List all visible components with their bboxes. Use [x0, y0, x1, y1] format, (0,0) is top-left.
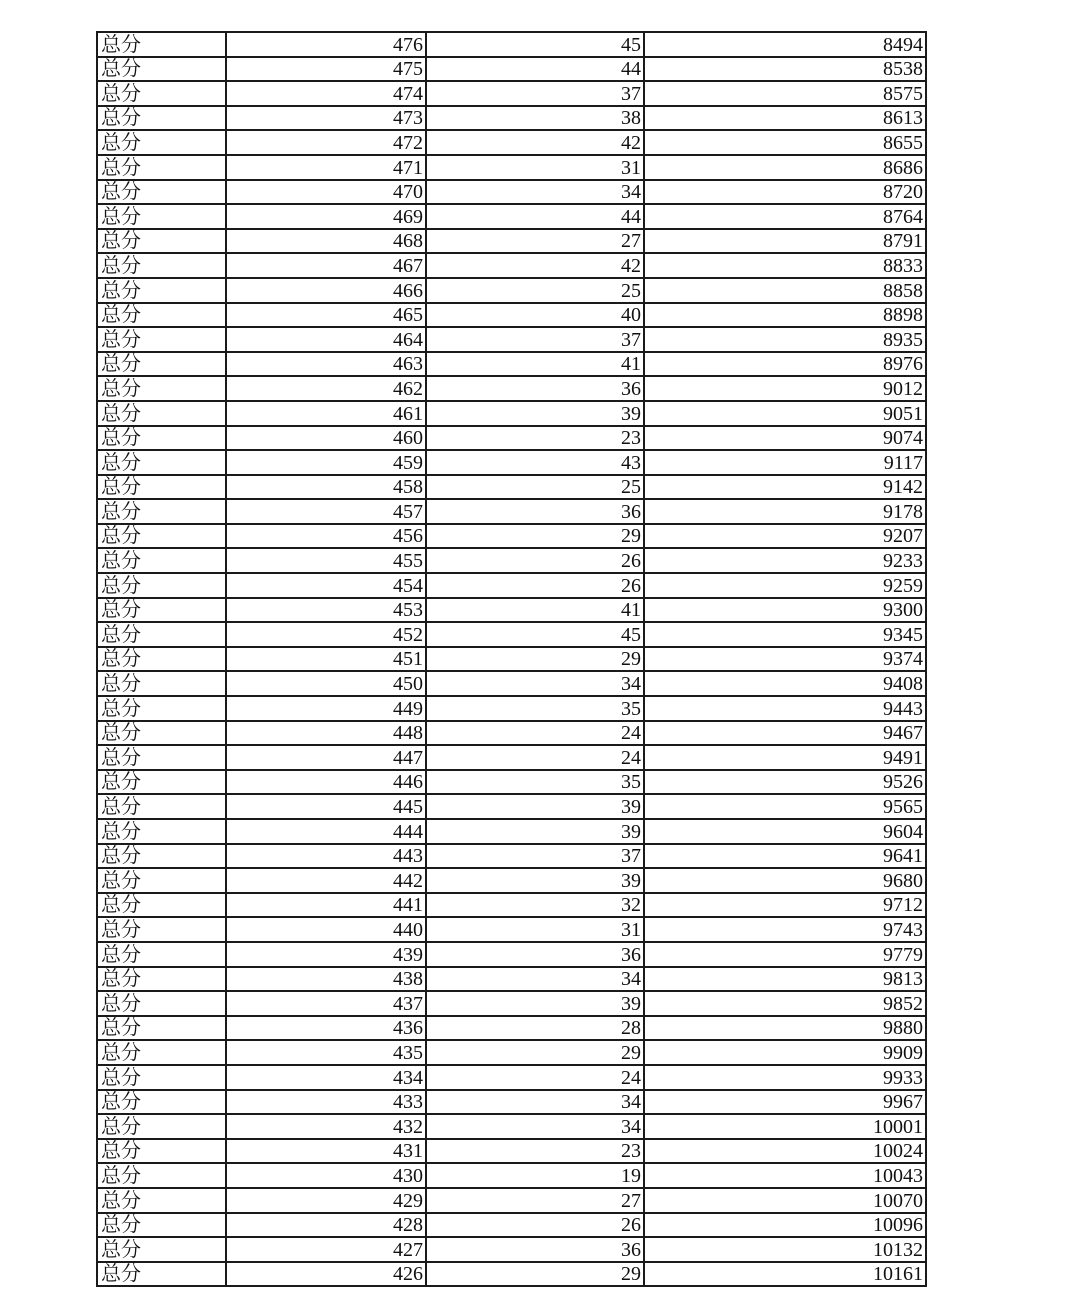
- score-cell: 432: [227, 1115, 427, 1138]
- table-row: [98, 697, 927, 722]
- count-cell: 29: [427, 525, 645, 548]
- category-cell: 总分: [98, 894, 227, 917]
- cumulative-count-cell: 8613: [645, 107, 927, 130]
- score-cell: 426: [227, 1263, 427, 1286]
- category-cell: 总分: [98, 476, 227, 499]
- table-row: [98, 525, 927, 550]
- count-cell: 44: [427, 205, 645, 228]
- category-cell: 总分: [98, 131, 227, 154]
- category-cell: 总分: [98, 648, 227, 671]
- score-cell: 427: [227, 1238, 427, 1261]
- category-cell: 总分: [98, 451, 227, 474]
- score-cell: 473: [227, 107, 427, 130]
- category-cell: 总分: [98, 746, 227, 769]
- category-cell: 总分: [98, 1214, 227, 1237]
- table-row: [98, 968, 927, 993]
- count-cell: 24: [427, 746, 645, 769]
- cumulative-count-cell: 10132: [645, 1238, 927, 1261]
- table-row: [98, 722, 927, 747]
- score-cell: 459: [227, 451, 427, 474]
- cumulative-count-cell: 9779: [645, 943, 927, 966]
- category-cell: 总分: [98, 304, 227, 327]
- category-cell: 总分: [98, 328, 227, 351]
- count-cell: 29: [427, 1263, 645, 1286]
- table-row: [98, 1238, 927, 1263]
- table-row: [98, 476, 927, 501]
- score-cell: 447: [227, 746, 427, 769]
- count-cell: 34: [427, 1091, 645, 1114]
- cumulative-count-cell: 9526: [645, 771, 927, 794]
- table-row: [98, 205, 927, 230]
- score-cell: 462: [227, 377, 427, 400]
- cumulative-count-cell: 9443: [645, 697, 927, 720]
- count-cell: 34: [427, 181, 645, 204]
- cumulative-count-cell: 8575: [645, 82, 927, 105]
- score-cell: 474: [227, 82, 427, 105]
- cumulative-count-cell: 8935: [645, 328, 927, 351]
- table-row: [98, 918, 927, 943]
- score-cell: 434: [227, 1066, 427, 1089]
- count-cell: 35: [427, 697, 645, 720]
- table-row: [98, 1017, 927, 1042]
- score-cell: 444: [227, 820, 427, 843]
- count-cell: 23: [427, 427, 645, 450]
- cumulative-count-cell: 10161: [645, 1263, 927, 1286]
- count-cell: 32: [427, 894, 645, 917]
- cumulative-count-cell: 8538: [645, 58, 927, 81]
- cumulative-count-cell: 9967: [645, 1091, 927, 1114]
- count-cell: 36: [427, 1238, 645, 1261]
- count-cell: 26: [427, 574, 645, 597]
- cumulative-count-cell: 9909: [645, 1041, 927, 1064]
- table-row: [98, 1140, 927, 1165]
- table-row: [98, 328, 927, 353]
- table-row: [98, 648, 927, 673]
- table-row: [98, 353, 927, 378]
- table-row: [98, 500, 927, 525]
- category-cell: 总分: [98, 181, 227, 204]
- cumulative-count-cell: 10096: [645, 1214, 927, 1237]
- category-cell: 总分: [98, 845, 227, 868]
- category-cell: 总分: [98, 353, 227, 376]
- score-cell: 430: [227, 1164, 427, 1187]
- count-cell: 35: [427, 771, 645, 794]
- count-cell: 41: [427, 353, 645, 376]
- category-cell: 总分: [98, 402, 227, 425]
- cumulative-count-cell: 9743: [645, 918, 927, 941]
- score-cell: 465: [227, 304, 427, 327]
- cumulative-count-cell: 9565: [645, 795, 927, 818]
- table-row: [98, 1066, 927, 1091]
- table-row: [98, 1041, 927, 1066]
- score-cell: 453: [227, 599, 427, 622]
- cumulative-count-cell: 10024: [645, 1140, 927, 1163]
- score-cell: 460: [227, 427, 427, 450]
- score-cell: 437: [227, 992, 427, 1015]
- table-row: [98, 304, 927, 329]
- count-cell: 44: [427, 58, 645, 81]
- category-cell: 总分: [98, 1238, 227, 1261]
- score-cell: 475: [227, 58, 427, 81]
- score-cell: 464: [227, 328, 427, 351]
- table-row: [98, 377, 927, 402]
- count-cell: 27: [427, 1189, 645, 1212]
- table-row: [98, 1214, 927, 1239]
- cumulative-count-cell: 9142: [645, 476, 927, 499]
- table-row: [98, 795, 927, 820]
- count-cell: 34: [427, 968, 645, 991]
- table-row: [98, 746, 927, 771]
- table-row: [98, 992, 927, 1017]
- table-row: [98, 549, 927, 574]
- score-cell: 463: [227, 353, 427, 376]
- category-cell: 总分: [98, 500, 227, 523]
- count-cell: 39: [427, 402, 645, 425]
- table-row: [98, 599, 927, 624]
- score-cell: 455: [227, 549, 427, 572]
- count-cell: 39: [427, 869, 645, 892]
- count-cell: 40: [427, 304, 645, 327]
- count-cell: 26: [427, 1214, 645, 1237]
- table-row: [98, 1091, 927, 1116]
- table-row: [98, 894, 927, 919]
- category-cell: 总分: [98, 279, 227, 302]
- cumulative-count-cell: 8764: [645, 205, 927, 228]
- count-cell: 29: [427, 1041, 645, 1064]
- count-cell: 43: [427, 451, 645, 474]
- count-cell: 42: [427, 254, 645, 277]
- score-cell: 452: [227, 623, 427, 646]
- cumulative-count-cell: 9680: [645, 869, 927, 892]
- count-cell: 37: [427, 328, 645, 351]
- count-cell: 39: [427, 820, 645, 843]
- cumulative-count-cell: 10043: [645, 1164, 927, 1187]
- table-row: [98, 230, 927, 255]
- category-cell: 总分: [98, 1164, 227, 1187]
- count-cell: 34: [427, 672, 645, 695]
- cumulative-count-cell: 8791: [645, 230, 927, 253]
- score-cell: 469: [227, 205, 427, 228]
- cumulative-count-cell: 8686: [645, 156, 927, 179]
- category-cell: 总分: [98, 869, 227, 892]
- cumulative-count-cell: 9259: [645, 574, 927, 597]
- count-cell: 36: [427, 500, 645, 523]
- count-cell: 41: [427, 599, 645, 622]
- table-row: [98, 672, 927, 697]
- count-cell: 26: [427, 549, 645, 572]
- cumulative-count-cell: 9051: [645, 402, 927, 425]
- table-row: [98, 771, 927, 796]
- count-cell: 37: [427, 82, 645, 105]
- table-row: [98, 402, 927, 427]
- category-cell: 总分: [98, 205, 227, 228]
- count-cell: 38: [427, 107, 645, 130]
- category-cell: 总分: [98, 992, 227, 1015]
- cumulative-count-cell: 8720: [645, 181, 927, 204]
- table-row: [98, 1115, 927, 1140]
- cumulative-count-cell: 9345: [645, 623, 927, 646]
- category-cell: 总分: [98, 1189, 227, 1212]
- count-cell: 37: [427, 845, 645, 868]
- cumulative-count-cell: 9712: [645, 894, 927, 917]
- score-cell: 441: [227, 894, 427, 917]
- cumulative-count-cell: 9012: [645, 377, 927, 400]
- cumulative-count-cell: 8494: [645, 33, 927, 56]
- category-cell: 总分: [98, 1115, 227, 1138]
- score-cell: 468: [227, 230, 427, 253]
- count-cell: 19: [427, 1164, 645, 1187]
- score-cell: 428: [227, 1214, 427, 1237]
- count-cell: 25: [427, 279, 645, 302]
- cumulative-count-cell: 9641: [645, 845, 927, 868]
- count-cell: 27: [427, 230, 645, 253]
- cumulative-count-cell: 8655: [645, 131, 927, 154]
- cumulative-count-cell: 8976: [645, 353, 927, 376]
- category-cell: 总分: [98, 1041, 227, 1064]
- score-cell: 449: [227, 697, 427, 720]
- category-cell: 总分: [98, 107, 227, 130]
- score-cell: 450: [227, 672, 427, 695]
- cumulative-count-cell: 9491: [645, 746, 927, 769]
- score-cell: 472: [227, 131, 427, 154]
- category-cell: 总分: [98, 58, 227, 81]
- cumulative-count-cell: 10001: [645, 1115, 927, 1138]
- score-cell: 436: [227, 1017, 427, 1040]
- score-cell: 471: [227, 156, 427, 179]
- score-cell: 461: [227, 402, 427, 425]
- score-cell: 443: [227, 845, 427, 868]
- cumulative-count-cell: 8858: [645, 279, 927, 302]
- cumulative-count-cell: 9300: [645, 599, 927, 622]
- count-cell: 24: [427, 1066, 645, 1089]
- category-cell: 总分: [98, 254, 227, 277]
- category-cell: 总分: [98, 525, 227, 548]
- count-cell: 28: [427, 1017, 645, 1040]
- category-cell: 总分: [98, 549, 227, 572]
- score-cell: 433: [227, 1091, 427, 1114]
- table-row: [98, 82, 927, 107]
- score-cell: 435: [227, 1041, 427, 1064]
- score-cell: 457: [227, 500, 427, 523]
- score-cell: 446: [227, 771, 427, 794]
- category-cell: 总分: [98, 771, 227, 794]
- count-cell: 45: [427, 33, 645, 56]
- category-cell: 总分: [98, 795, 227, 818]
- table-row: [98, 1263, 927, 1288]
- table-row: [98, 156, 927, 181]
- cumulative-count-cell: 9604: [645, 820, 927, 843]
- category-cell: 总分: [98, 820, 227, 843]
- count-cell: 31: [427, 918, 645, 941]
- cumulative-count-cell: 8898: [645, 304, 927, 327]
- score-cell: 438: [227, 968, 427, 991]
- score-cell: 466: [227, 279, 427, 302]
- category-cell: 总分: [98, 574, 227, 597]
- table-row: [98, 181, 927, 206]
- category-cell: 总分: [98, 1066, 227, 1089]
- table-row: [98, 1164, 927, 1189]
- score-cell: 451: [227, 648, 427, 671]
- score-cell: 442: [227, 869, 427, 892]
- score-cell: 448: [227, 722, 427, 745]
- table-row: [98, 33, 927, 58]
- cumulative-count-cell: 9813: [645, 968, 927, 991]
- table-row: [98, 574, 927, 599]
- count-cell: 42: [427, 131, 645, 154]
- table-row: [98, 254, 927, 279]
- cumulative-count-cell: 9178: [645, 500, 927, 523]
- count-cell: 31: [427, 156, 645, 179]
- category-cell: 总分: [98, 968, 227, 991]
- category-cell: 总分: [98, 377, 227, 400]
- cumulative-count-cell: 8833: [645, 254, 927, 277]
- count-cell: 34: [427, 1115, 645, 1138]
- score-cell: 458: [227, 476, 427, 499]
- category-cell: 总分: [98, 697, 227, 720]
- cumulative-count-cell: 9233: [645, 549, 927, 572]
- table-row: [98, 279, 927, 304]
- table-row: [98, 845, 927, 870]
- count-cell: 36: [427, 943, 645, 966]
- category-cell: 总分: [98, 82, 227, 105]
- category-cell: 总分: [98, 672, 227, 695]
- score-cell: 456: [227, 525, 427, 548]
- category-cell: 总分: [98, 1091, 227, 1114]
- count-cell: 24: [427, 722, 645, 745]
- count-cell: 23: [427, 1140, 645, 1163]
- table-row: [98, 427, 927, 452]
- cumulative-count-cell: 9117: [645, 451, 927, 474]
- count-cell: 39: [427, 795, 645, 818]
- score-cell: 429: [227, 1189, 427, 1212]
- count-cell: 29: [427, 648, 645, 671]
- category-cell: 总分: [98, 427, 227, 450]
- category-cell: 总分: [98, 722, 227, 745]
- count-cell: 39: [427, 992, 645, 1015]
- table-row: [98, 869, 927, 894]
- score-cell: 431: [227, 1140, 427, 1163]
- category-cell: 总分: [98, 943, 227, 966]
- cumulative-count-cell: 9374: [645, 648, 927, 671]
- count-cell: 36: [427, 377, 645, 400]
- table-row: [98, 1189, 927, 1214]
- cumulative-count-cell: 9933: [645, 1066, 927, 1089]
- category-cell: 总分: [98, 623, 227, 646]
- category-cell: 总分: [98, 156, 227, 179]
- category-cell: 总分: [98, 33, 227, 56]
- score-cell: 440: [227, 918, 427, 941]
- table-row: [98, 820, 927, 845]
- cumulative-count-cell: 9880: [645, 1017, 927, 1040]
- score-cell: 439: [227, 943, 427, 966]
- category-cell: 总分: [98, 1263, 227, 1286]
- count-cell: 45: [427, 623, 645, 646]
- count-cell: 25: [427, 476, 645, 499]
- cumulative-count-cell: 9074: [645, 427, 927, 450]
- cumulative-count-cell: 9852: [645, 992, 927, 1015]
- category-cell: 总分: [98, 599, 227, 622]
- score-distribution-table: [96, 31, 927, 1287]
- category-cell: 总分: [98, 918, 227, 941]
- table-row: [98, 943, 927, 968]
- score-cell: 470: [227, 181, 427, 204]
- table-row: [98, 451, 927, 476]
- table-row: [98, 623, 927, 648]
- category-cell: 总分: [98, 1017, 227, 1040]
- score-cell: 454: [227, 574, 427, 597]
- table-row: [98, 107, 927, 132]
- score-cell: 445: [227, 795, 427, 818]
- cumulative-count-cell: 9207: [645, 525, 927, 548]
- score-cell: 476: [227, 33, 427, 56]
- cumulative-count-cell: 10070: [645, 1189, 927, 1212]
- score-cell: 467: [227, 254, 427, 277]
- table-row: [98, 58, 927, 83]
- category-cell: 总分: [98, 230, 227, 253]
- cumulative-count-cell: 9467: [645, 722, 927, 745]
- table-row: [98, 131, 927, 156]
- category-cell: 总分: [98, 1140, 227, 1163]
- cumulative-count-cell: 9408: [645, 672, 927, 695]
